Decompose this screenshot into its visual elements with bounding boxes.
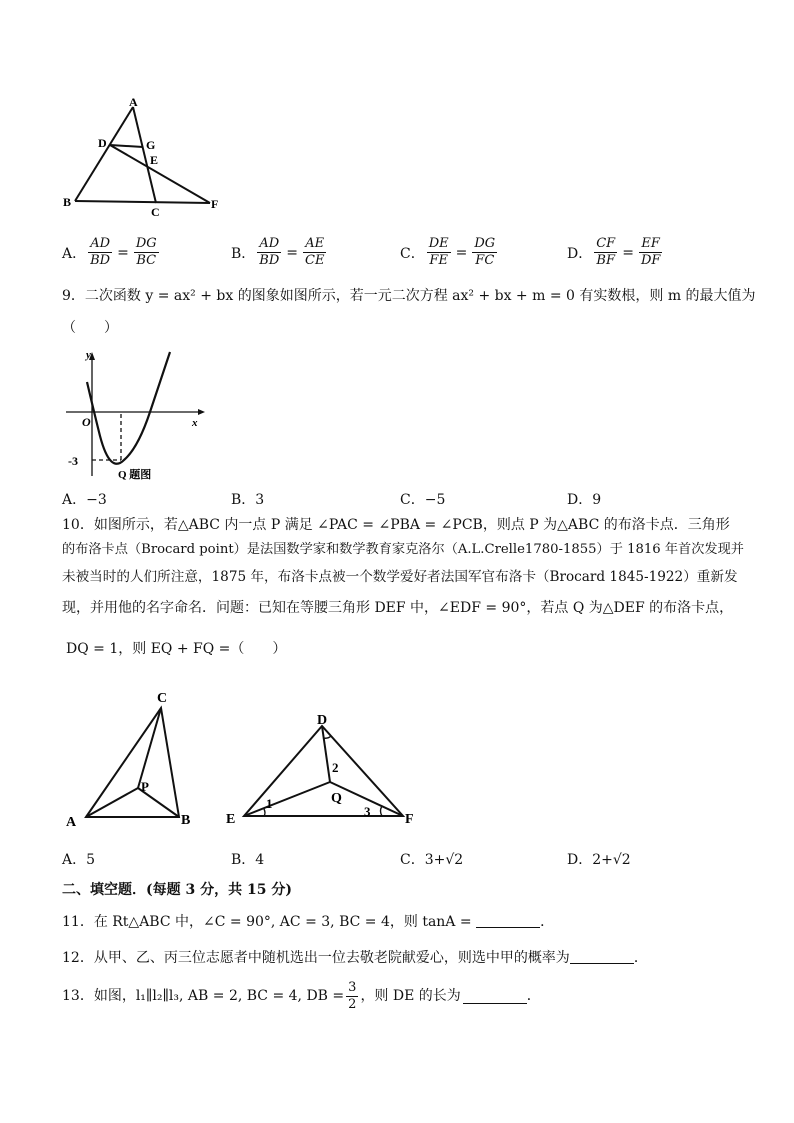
label-D: D [317,713,328,728]
fraction: $\frac{CF}{BF}$ [596,236,616,268]
q11-end: ． [540,914,555,930]
angle-1-arc [264,809,265,816]
y-label: y [86,349,91,361]
q9-option-b[interactable]: B．3 [231,492,265,508]
seg-DG [110,145,143,147]
option-letter: B． [231,245,256,262]
option-letter: D． [567,245,593,262]
q9-option-a[interactable]: A．−3 [62,492,107,508]
q10-line-3: 未被当时的人们所注意，1875 年，布洛卡点被一个数学爱好者法国军官布洛卡（Brocard 1845-1922）重新发 [62,569,738,585]
label-B: B [63,195,72,209]
label-A: A [66,815,77,830]
q9-option-c[interactable]: C．−5 [400,492,446,508]
q10-line-2: 的布洛卡点（Brocard point）是法国数学家和数学教育家克洛尔（A.L.Crelle1780-1855）于 1816 年首次发现并 [62,542,744,557]
q12-text: 12．从甲、乙、丙三位志愿者中随机选出一位去敬老院献爱心，则选中甲的概率为 [62,950,570,966]
fraction: $\frac{AD}{BD}$ [90,236,111,268]
parabola [87,352,170,464]
q13-text: 13．如图，l₁∥l₂∥l₃, AB = 2, BC = 4, DB = [62,988,345,1004]
q9-text: 9．二次函数 y = ax² + bx 的图象如图所示，若一元二次方程 ax² + bx + m = 0 有实数根，则 m 的最大值为 [62,288,756,304]
q13 [62,976,541,1016]
label-A: A [129,95,138,109]
fraction: $\frac{DG}{BC}$ [135,236,157,268]
label-C: C [157,691,168,706]
q12-end: ． [633,950,648,966]
seg-BF [75,201,210,203]
label-F: F [211,197,219,211]
option-letter: A． [62,245,87,262]
q11-text: 11．在 Rt△ABC 中，∠C = 90°, AC = 3, BC = 4，则 tanA = [62,914,472,930]
fraction: $\frac{AD}{BD}$ [259,236,280,268]
label-E: E [150,153,159,167]
q13-text-post: ，则 DE 的长为 [360,988,461,1004]
q9-option-d[interactable]: D．9 [567,492,602,508]
min-label: -3 [68,454,78,468]
q8-option-b[interactable]: B． $\frac{AD}{BD}$ = $\frac{AE}{CE}$ [231,236,325,268]
label-C: C [151,205,160,219]
q9-graph [60,348,210,480]
angle-3-label: 3 [364,804,371,819]
seg-DF [110,145,210,203]
label-P: P [141,779,149,794]
label-G: G [146,138,156,152]
answer-blank[interactable] [570,949,634,964]
q10-option-c[interactable]: C．3+√2 [400,852,464,868]
q8-figure [60,95,230,220]
q10-line-5: DQ = 1，则 EQ + FQ =（ ） [66,641,287,657]
label-F: F [405,812,414,827]
q8-option-a[interactable]: A． $\frac{AD}{BD}$ = $\frac{DG}{BC}$ [62,236,157,268]
q8-option-d[interactable]: D． $\frac{CF}{BF}$ = $\frac{EF}{DF}$ [567,236,661,268]
angle-1-label: 1 [266,796,273,811]
fraction: $\frac{DG}{FC}$ [474,236,496,268]
angle-3-arc [381,806,383,816]
q12 [62,948,648,968]
fraction: $\frac{EF}{DF}$ [640,236,661,268]
q10-option-a[interactable]: A．5 [62,852,96,868]
seg-PA [86,788,138,817]
origin-label: O [82,415,91,429]
q10-figure-abc [60,688,210,830]
label-B: B [181,813,191,828]
answer-blank[interactable] [476,913,540,928]
section-title: 二、填空题．(每题 3 分，共 15 分) [62,882,292,898]
fraction: $\frac{3}{2}$ [348,979,357,1012]
x-axis-arrow [198,409,205,415]
triangle-abc [86,708,179,817]
option-letter: C． [400,245,425,262]
figure-caption: Q 题图 [118,469,152,480]
q10-option-d[interactable]: D．2+√2 [567,852,631,868]
q10-option-b[interactable]: B．4 [231,852,265,868]
fraction: $\frac{AE}{CE}$ [305,236,325,268]
angle-2-label: 2 [332,760,339,775]
label-Q: Q [331,791,342,806]
seg-PC [138,708,161,788]
q11 [62,912,554,932]
label-E: E [226,812,236,827]
q8-option-c[interactable]: C． $\frac{DE}{FE}$ = $\frac{DG}{FC}$ [400,236,496,268]
q9-paren: （ ） [62,320,118,336]
q13-end: ． [526,988,541,1004]
q10-line-4: 现，并用他的名字命名．问题：已知在等腰三角形 DEF 中，∠EDF = 90°，若点 Q 为△DEF 的布洛卡点， [62,600,734,616]
q10-figure-def [222,712,422,830]
seg-QE [244,782,330,816]
q10-line-1: 10．如图所示，若△ABC 内一点 P 满足 ∠PAC = ∠PBA = ∠PCB，则点 P 为△ABC 的布洛卡点．三角形 [62,517,730,533]
label-D: D [98,136,107,150]
fraction: $\frac{DE}{FE}$ [428,236,449,268]
x-label: x [192,417,198,429]
answer-blank[interactable] [463,989,527,1004]
